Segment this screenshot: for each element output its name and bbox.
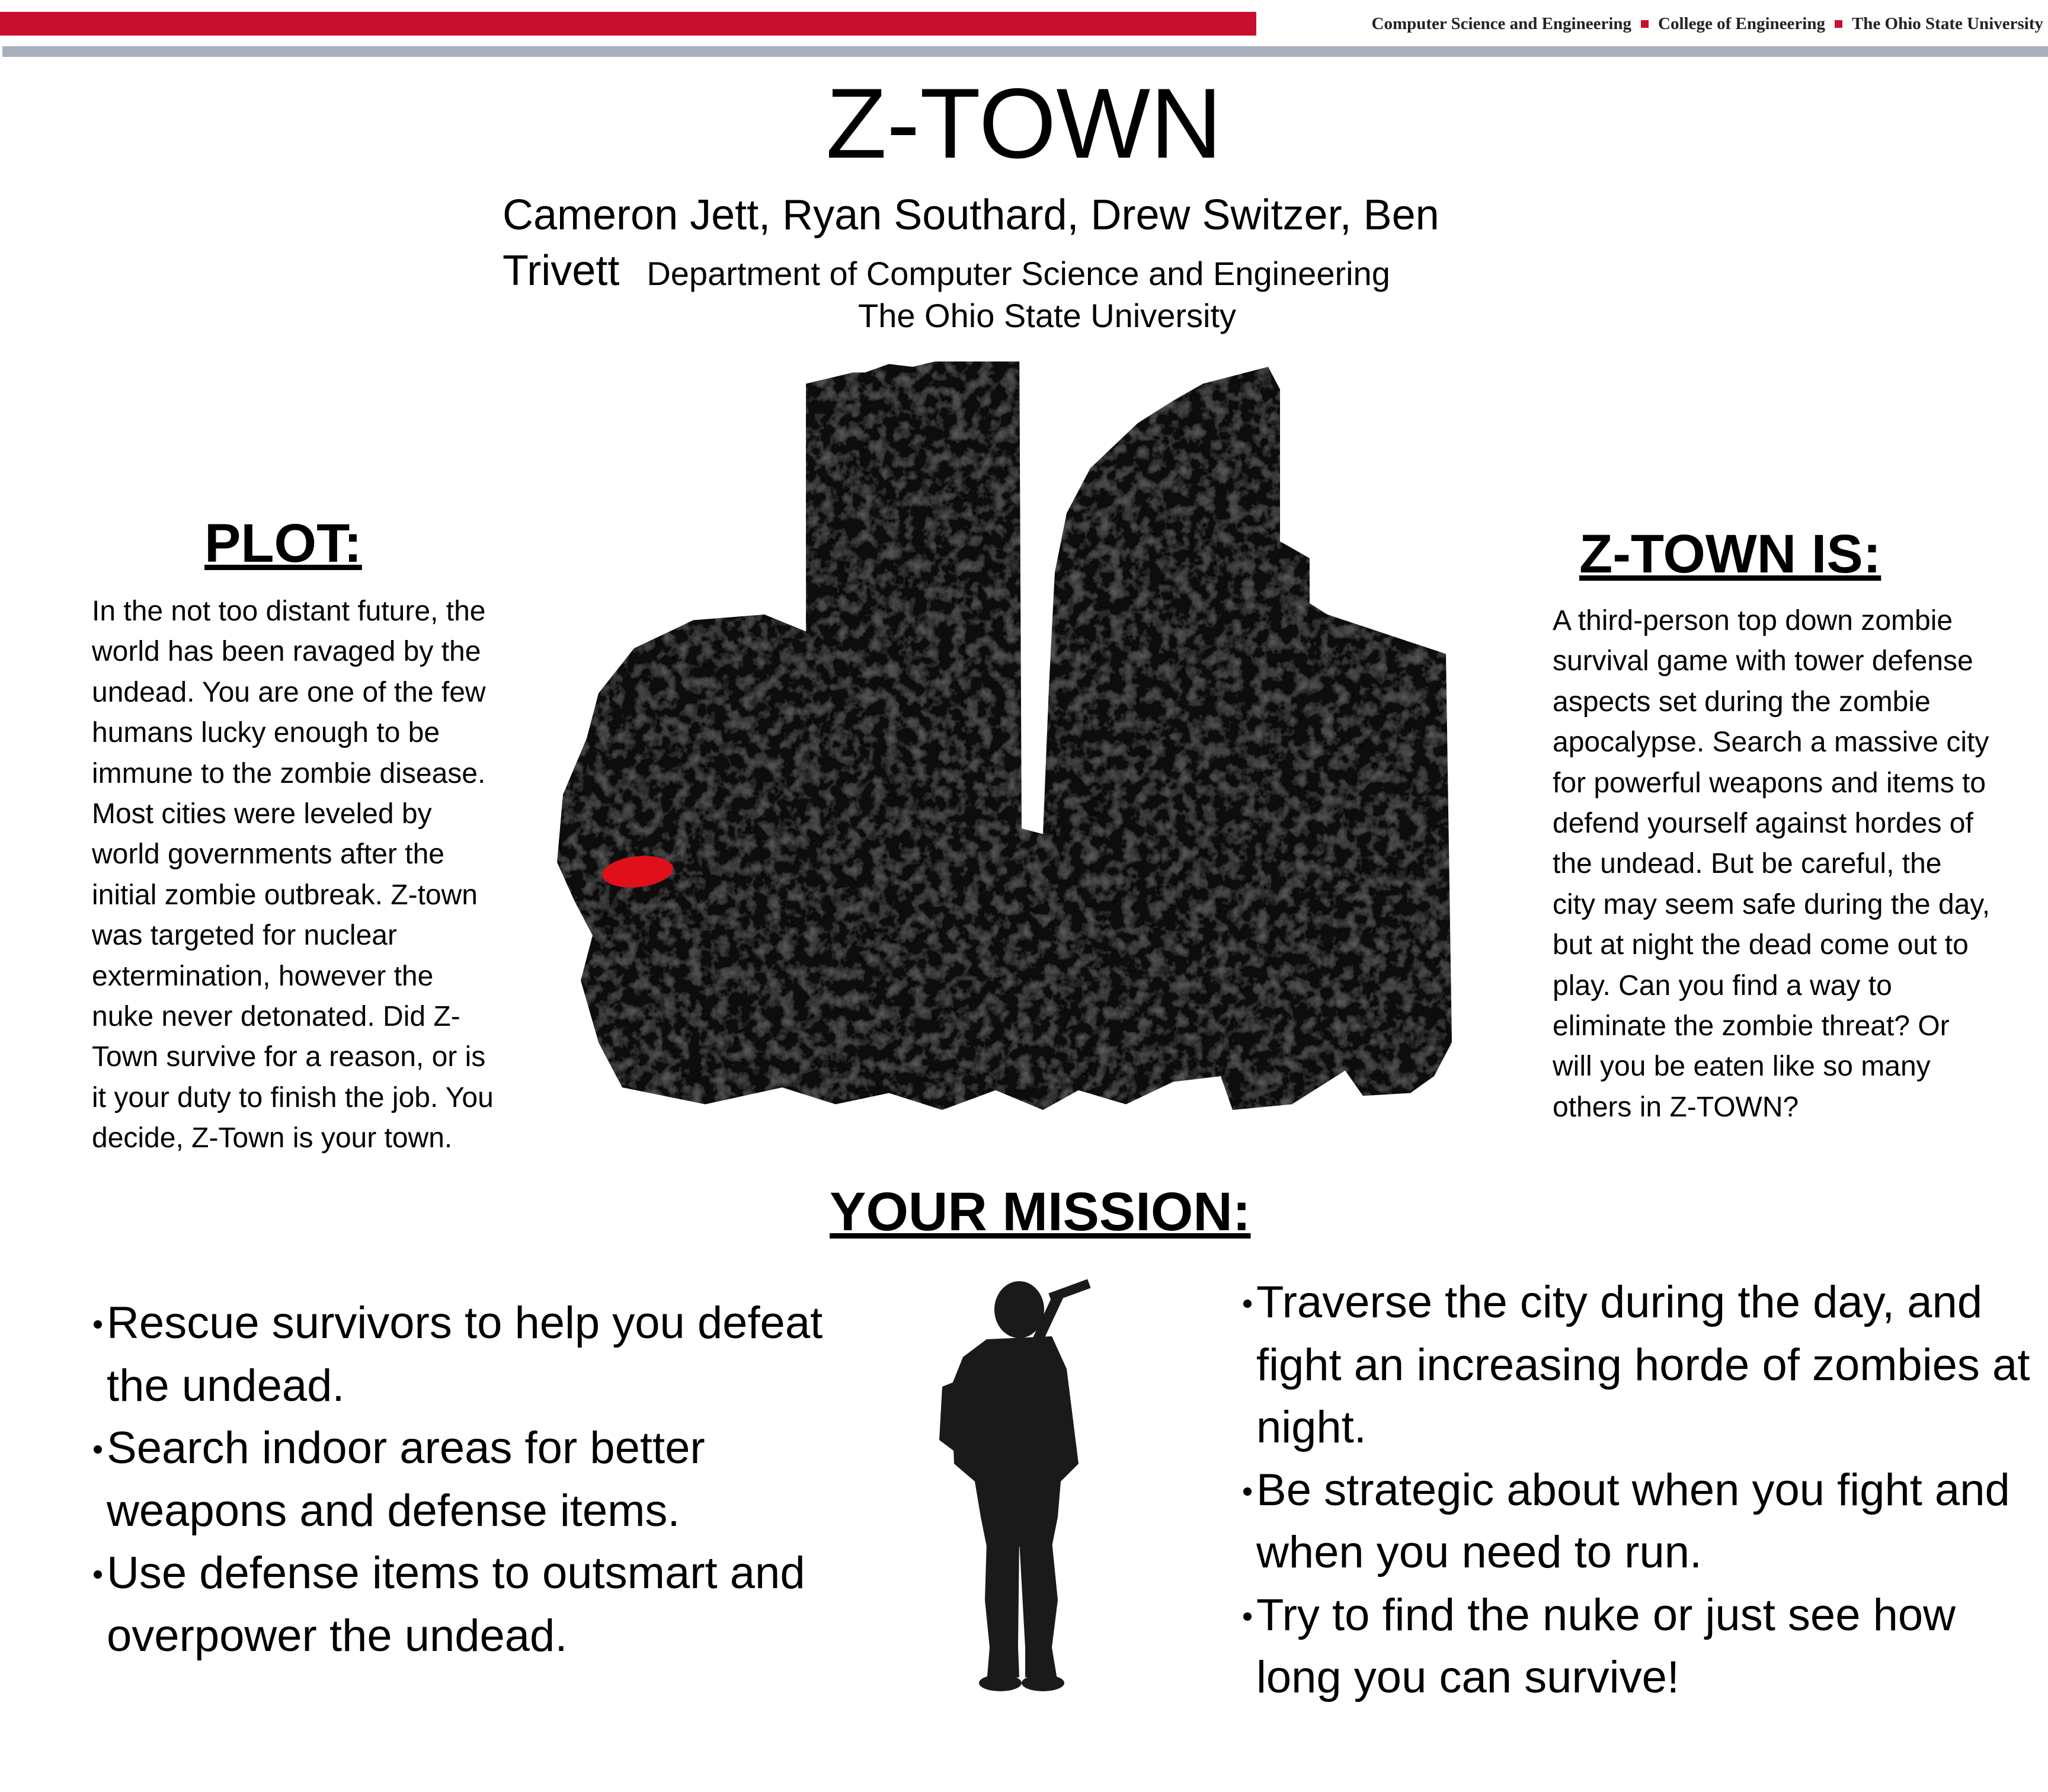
mission-heading: YOUR MISSION: <box>830 1182 1251 1242</box>
header-links <box>1256 12 2048 36</box>
plot-text: In the not too distant future, the world has been ravaged by the undead. You are one of the few humans lucky enough to be immune to the zombie disease. Most cities were leveled by world governments after the initial zombie outbreak. Z-town was targeted for nuclear extermination, however the nuke never detonated. Did Z-Town survive for a reason, or is it your duty to finish the job. You decide, Z-Town is your town. <box>92 596 494 1154</box>
zombie-city-skyline-image <box>557 361 1505 1167</box>
authors-block <box>503 187 1510 302</box>
list-item: Rescue survivors to help you defeat the undead. <box>90 1292 825 1417</box>
city-silhouette <box>557 361 1452 1110</box>
soldier-silhouette-image <box>930 1268 1108 1695</box>
header-grey-bar <box>2 46 2048 57</box>
list-item: Try to find the nuke or just see how long you can survive! <box>1240 1584 2040 1709</box>
authors-last: Trivett <box>503 247 620 295</box>
university: The Ohio State University <box>858 297 1237 334</box>
ztown-is-heading: Z-TOWN IS: <box>1579 524 1881 584</box>
authors-line-2 <box>503 243 1510 302</box>
separator-square-icon <box>1835 20 1842 28</box>
list-item: Be strategic about when you fight and when you need to run. <box>1240 1459 2040 1584</box>
header-link-osu[interactable]: The Ohio State University <box>1851 14 2043 33</box>
mission-list-right <box>1240 1271 2040 1709</box>
header-link-cse[interactable]: Computer Science and Engineering <box>1371 14 1632 33</box>
list-item: Traverse the city during the day, and fight an increasing horde of zombies at night. <box>1240 1271 2040 1459</box>
mission-list-left <box>90 1292 825 1667</box>
separator-square-icon <box>1641 20 1649 28</box>
plot-heading: PLOT: <box>204 513 362 574</box>
poster-title: Z-TOWN <box>825 68 1223 179</box>
authors-line-1: Cameron Jett, Ryan Southard, Drew Switzer, Ben <box>503 191 1439 239</box>
header-link-coe[interactable]: College of Engineering <box>1658 14 1825 33</box>
list-item: Use defense items to outsmart and overpower the undead. <box>90 1542 825 1667</box>
list-item: Search indoor areas for better weapons and defense items. <box>90 1417 825 1542</box>
ztown-is-text: A third-person top down zombie survival game with tower defense aspects set during the zombie apocalypse. Search a massive city for powerful weapons and items to defend yourself against hordes of the undead. But be careful, the city may seem safe during the day, but at night the dead come out to play. Can you find a way to eliminate the zombie threat? Or will you be eaten like so many others in Z-TOWN? <box>1553 605 1991 1123</box>
department: Department of Computer Science and Engineering <box>647 255 1390 292</box>
